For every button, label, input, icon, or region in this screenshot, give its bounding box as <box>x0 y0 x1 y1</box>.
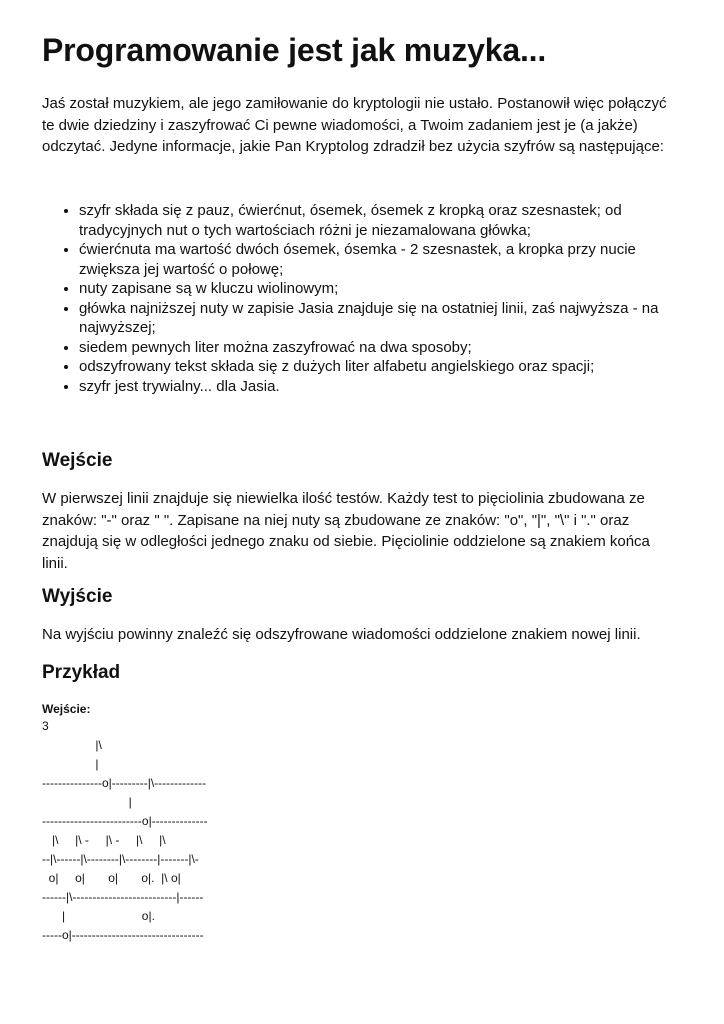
page-title: Programowanie jest jak muzyka... <box>42 32 547 68</box>
example-heading: Przykład <box>42 662 121 683</box>
input-heading: Wejście <box>42 450 113 471</box>
output-description: Na wyjściu powinny znaleźć się odszyfrowane wiadomości oddzielone znakiem nowej linii. <box>42 626 641 643</box>
list-item: • nuty zapisane są w kluczu wiolinowym; <box>79 279 699 299</box>
list-item: • ćwierćnuta ma wartość dwóch ósemek, ósemka - 2 szesnastek, a kropka przy nucie zwiększa jej wartość o połowę; <box>79 240 699 279</box>
input-description: W pierwszej linii znajduje się niewielka ilość testów. Każdy test to pięciolinia zbudowana ze znaków: "-" oraz " ". Zapisane na niej nuty są zbudowane ze znaków: "o", "|", "\" i "." oraz znajdują się w odległości jednego znaku od siebie. Pięciolinie oddzielone są znakiem końca linii. <box>42 490 650 572</box>
example-input-label: Wejście: <box>42 702 91 716</box>
output-heading: Wyjście <box>42 586 113 607</box>
list-item: • siedem pewnych liter można zaszyfrować na dwa sposoby; <box>79 338 699 358</box>
example-input-text: 3 |\ | ---------------o|---------|\------------- | -------------------------o|-------------- |\ |\ - |\ - |\ |\ --|\------|\--------|\--------|-------|\- o| o| o| o|. |\ o| ------|\--------------------------|------ | o|. -----o|--------------------------------- <box>42 719 208 942</box>
list-item: • odszyfrowany tekst składa się z dużych liter alfabetu angielskiego oraz spacji; <box>79 357 699 377</box>
rules-list <box>42 201 699 396</box>
list-item: • szyfr składa się z pauz, ćwierćnut, ósemek, ósemek z kropką oraz szesnastek; od tradycyjnych nut o tych wartościach różni je niezamalowana główka; <box>79 201 699 240</box>
list-item: • główka najniższej nuty w zapisie Jasia znajduje się na ostatniej linii, zaś najwyższa - na najwyższej; <box>79 299 699 338</box>
intro-paragraph: Jaś został muzykiem, ale jego zamiłowanie do kryptologii nie ustało. Postanowił więc połączyć te dwie dziedziny i zaszyfrować Ci pewne wiadomości, a Twoim zadaniem jest je (a jakże) odczytać. Jedyne informacje, jakie Pan Kryptolog zdradził bez użycia szyfrów są następujące: <box>42 95 667 155</box>
list-item: • szyfr jest trywialny... dla Jasia. <box>79 377 699 397</box>
